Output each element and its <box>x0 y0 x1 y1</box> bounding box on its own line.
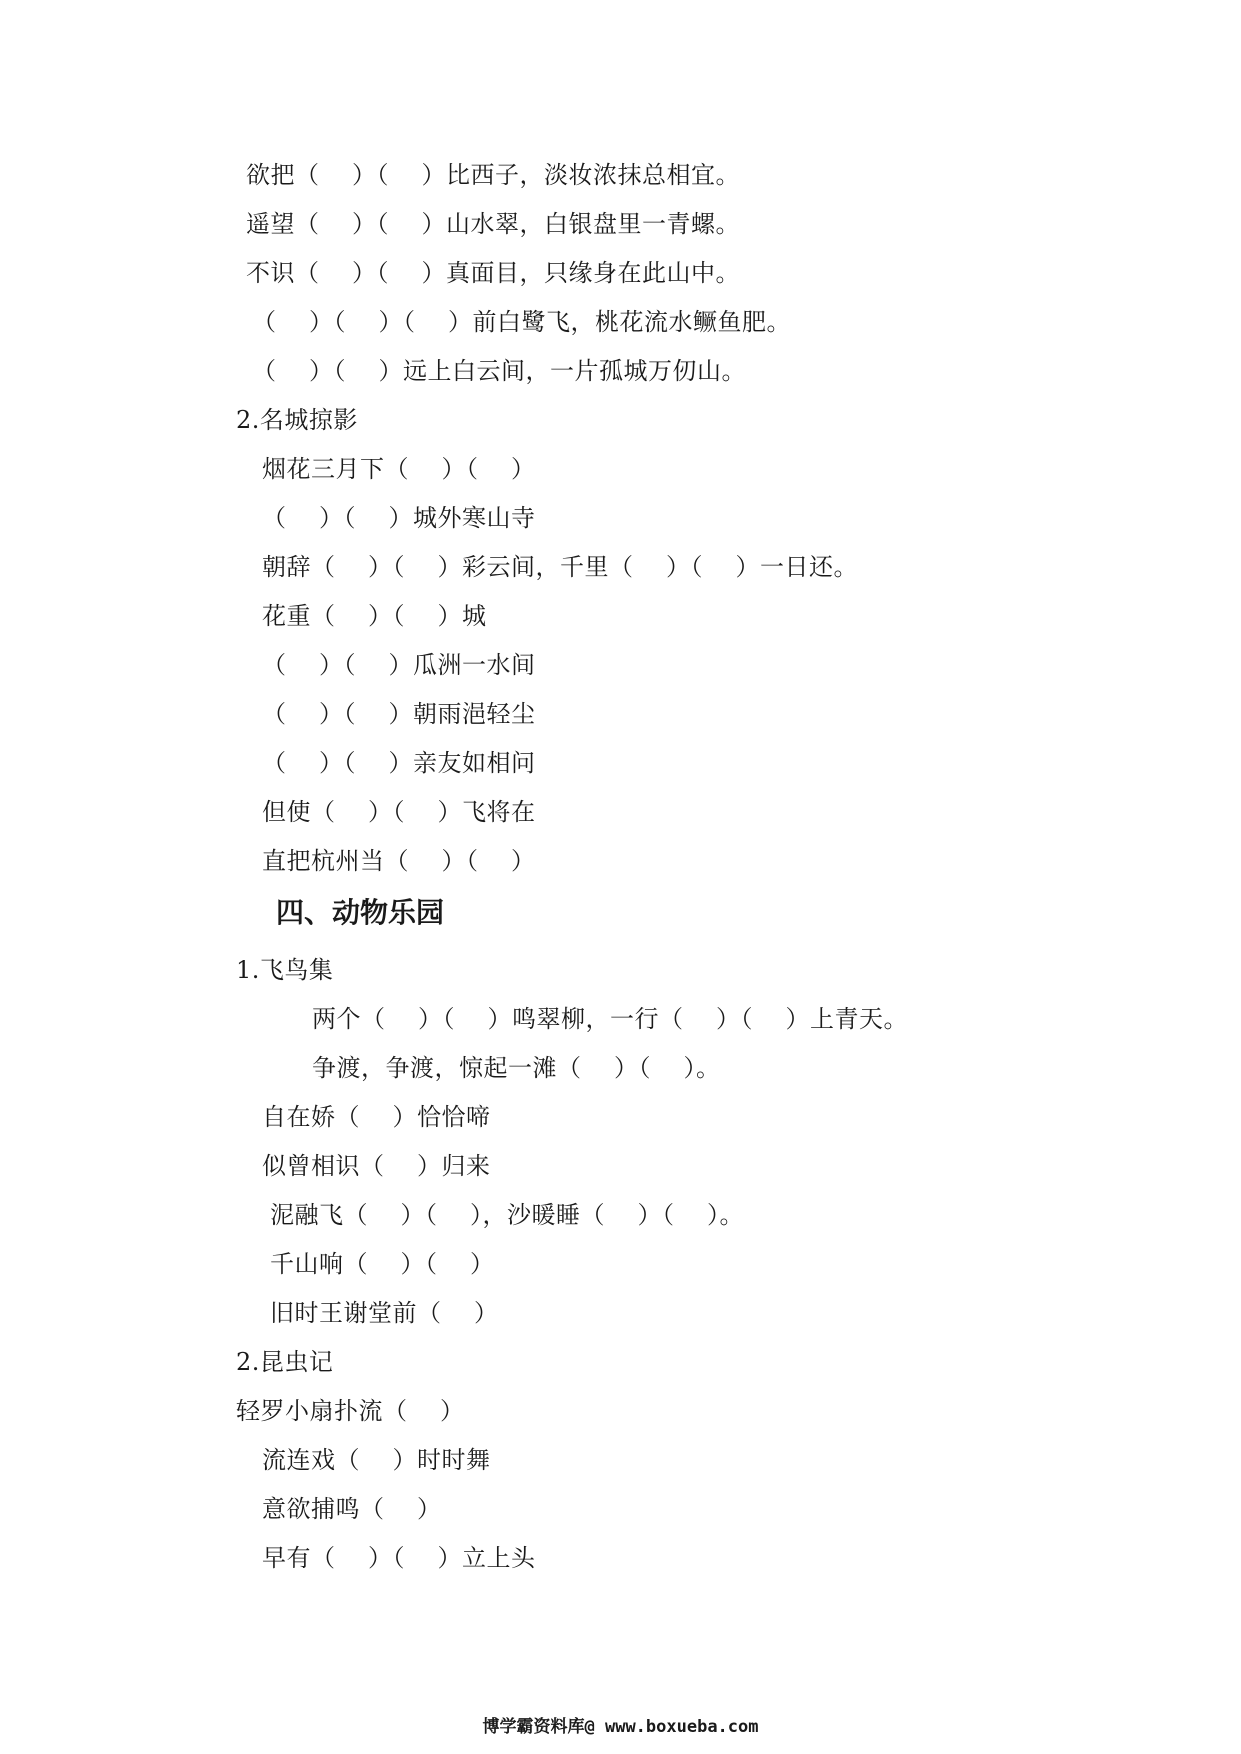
poem-line: 意欲捕鸣（ ） <box>262 1495 442 1523</box>
poem-line: 旧时王谢堂前（ ） <box>270 1299 499 1327</box>
poem-line: 争渡，争渡，惊起一滩（ ）（ ）。 <box>312 1054 721 1082</box>
poem-line: （ ）（ ）远上白云间，一片孤城万仞山。 <box>252 357 747 385</box>
poem-line: （ ）（ ）（ ）前白鹭飞，桃花流水鳜鱼肥。 <box>252 308 792 336</box>
poem-line: 花重（ ）（ ）城 <box>262 602 487 630</box>
poem-line: 流连戏（ ）时时舞 <box>262 1446 491 1474</box>
poem-line: （ ）（ ）城外寒山寺 <box>262 504 536 532</box>
section-heading: 四、动物乐园 <box>276 896 445 929</box>
subsection-title: 2.昆虫记 <box>236 1348 334 1376</box>
poem-line: 直把杭州当（ ）（ ） <box>262 847 536 875</box>
poem-line: 两个（ ）（ ）鸣翠柳，一行（ ）（ ）上青天。 <box>312 1005 909 1033</box>
poem-line: 千山响（ ）（ ） <box>270 1250 495 1278</box>
poem-line: 轻罗小扇扑流（ ） <box>236 1397 465 1425</box>
subsection-title: 2.名城掠影 <box>236 406 358 434</box>
poem-line: 朝辞（ ）（ ）彩云间，千里（ ）（ ）一日还。 <box>262 553 859 581</box>
poem-line: 烟花三月下（ ）（ ） <box>262 455 536 483</box>
poem-line: 不识（ ）（ ）真面目，只缘身在此山中。 <box>246 259 741 287</box>
poem-line: 遥望（ ）（ ）山水翠，白银盘里一青螺。 <box>246 210 741 238</box>
poem-line: 自在娇（ ）恰恰啼 <box>262 1103 491 1131</box>
page-footer: 博学霸资料库@ www.boxueba.com <box>482 1717 759 1737</box>
subsection-title: 1.飞鸟集 <box>236 956 334 984</box>
poem-line: （ ）（ ）亲友如相问 <box>262 749 536 777</box>
poem-line: 欲把（ ）（ ）比西子，淡妆浓抹总相宜。 <box>246 161 741 189</box>
poem-line: 早有（ ）（ ）立上头 <box>262 1544 536 1572</box>
poem-line: 泥融飞（ ）（ ），沙暖睡（ ）（ ）。 <box>270 1201 745 1229</box>
poem-line: （ ）（ ）朝雨浥轻尘 <box>262 700 536 728</box>
poem-line: 似曾相识（ ）归来 <box>262 1152 491 1180</box>
poem-line: 但使（ ）（ ）飞将在 <box>262 798 536 826</box>
poem-line: （ ）（ ）瓜洲一水间 <box>262 651 536 679</box>
